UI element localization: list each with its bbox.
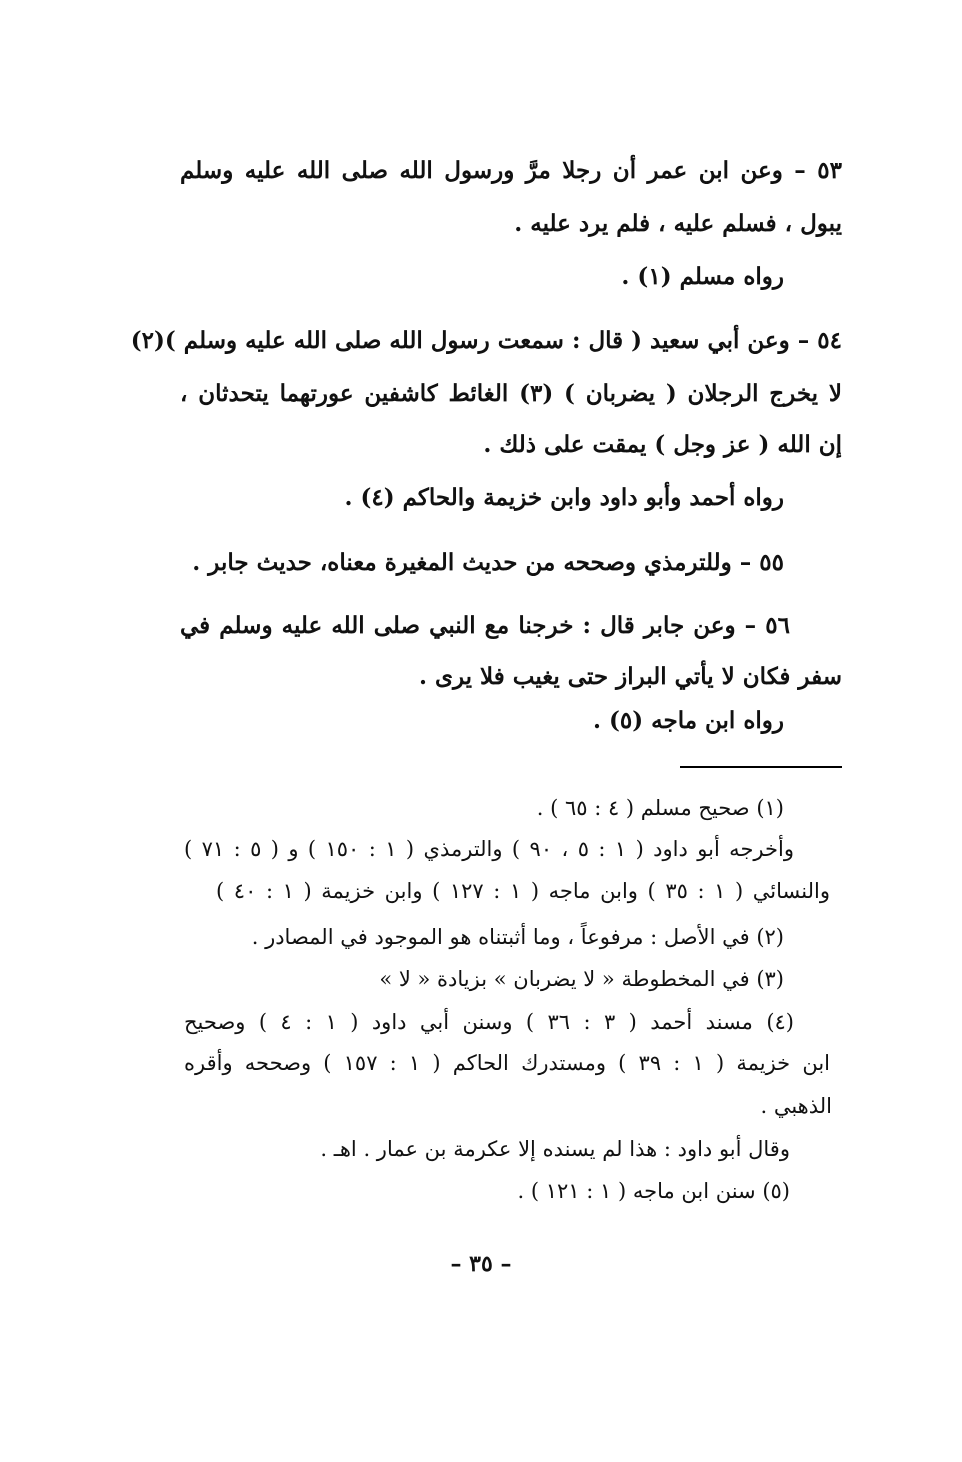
- hadith-53-line-2: يبول ، فسلم عليه ، فلم يرد عليه .: [514, 210, 842, 237]
- footnote-4-c: الذهبي .: [760, 1094, 832, 1118]
- hadith-56-line-1: ٥٦ – وعن جابر قال : خرجنا مع النبي صلى الله عليه وسلم في: [180, 612, 790, 639]
- hadith-54-source: رواه أحمد وأبو داود وابن خزيمة والحاكم (٤) .: [344, 484, 784, 511]
- footnote-3: (٣) في المخطوطة « لا يضربان » بزيادة « لا »: [379, 967, 784, 991]
- footnote-1: (١) صحيح مسلم ( ٤ : ٦٥ ) .: [536, 796, 784, 820]
- hadith-54-line-1: ٥٤ – وعن أبي سعيد ( قال : سمعت رسول الله صلى الله عليه وسلم )(٢): [130, 327, 842, 354]
- page-number: – ٣٥ –: [450, 1251, 512, 1277]
- hadith-53-source: رواه مسلم (١) .: [621, 263, 784, 290]
- hadith-55-line-1: ٥٥ – وللترمذي وصححه من حديث المغيرة معناه، حديث جابر .: [192, 549, 784, 576]
- footnote-separator: [680, 766, 842, 768]
- hadith-54-line-2: لا يخرج الرجلان ( يضربان ) (٣) الغائط كاشفين عورتهما يتحدثان ،: [180, 380, 842, 407]
- footnote-5: (٥) سنن ابن ماجه ( ١ : ١٢١ ) .: [517, 1179, 790, 1203]
- hadith-54-line-3: إن الله ( عز وجل ) يمقت على ذلك .: [483, 431, 842, 458]
- footnote-4-b: ابن خزيمة ( ١ : ٣٩ ) ومستدرك الحاكم ( ١ : ١٥٧ ) وصححه وأقره: [184, 1051, 830, 1075]
- hadith-56-source: رواه ابن ماجه (٥) .: [592, 707, 784, 734]
- hadith-53-line-1: ٥٣ – وعن ابن عمر أن رجلا مرَّ ورسول الله صلى الله عليه وسلم: [180, 157, 842, 184]
- footnote-1-cont-b: والنسائي ( ١ : ٣٥ ) وابن ماجه ( ١ : ١٢٧ ) وابن خزيمة ( ١ : ٤٠ ): [216, 879, 830, 903]
- footnote-4-a: (٤) مسند أحمد ( ٣ : ٣٦ ) وسنن أبي داود ( ١ : ٤ ) وصحيح: [184, 1010, 794, 1034]
- hadith-56-line-2: سفر فكان لا يأتي البراز حتى يغيب فلا يرى .: [418, 663, 842, 690]
- footnote-4-note: وقال أبو داود : هذا لم يسنده إلا عكرمة بن عمار . اهـ .: [320, 1137, 790, 1161]
- footnote-2: (٢) في الأصل : مرفوعاً ، وما أثبتناه هو الموجود في المصادر .: [251, 925, 784, 949]
- footnote-1-cont-a: وأخرجه أبو داود ( ١ : ٥ ، ٩٠ ) والترمذي ( ١ : ١٥٠ ) و ( ٥ : ٧١ ): [184, 837, 794, 861]
